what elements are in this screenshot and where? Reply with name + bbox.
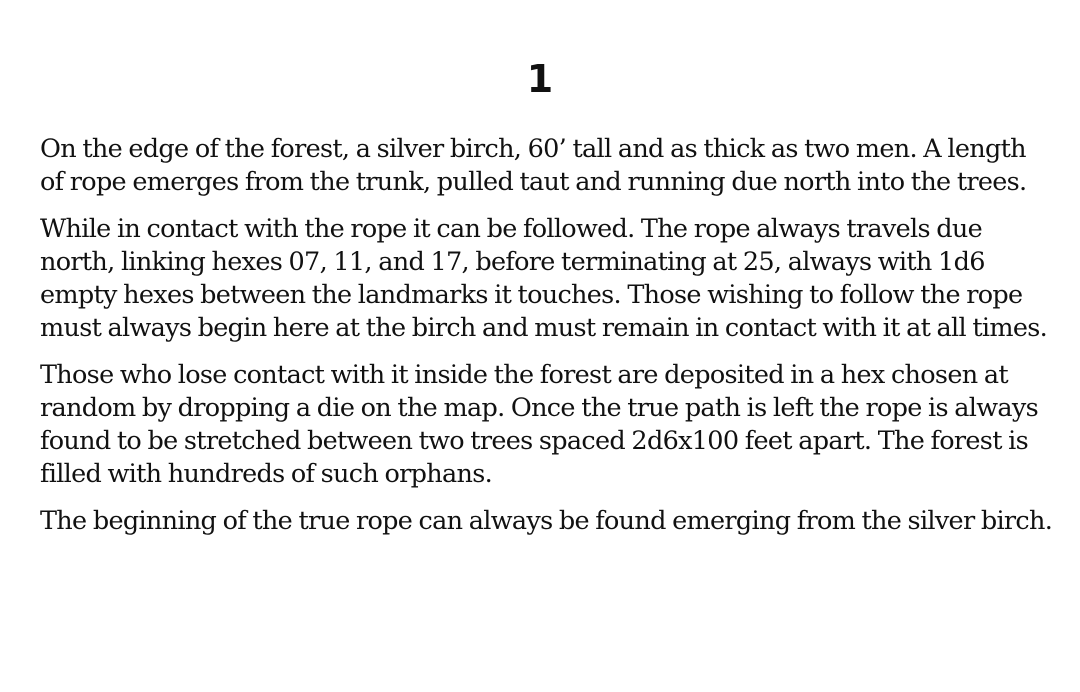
paragraph-true-rope: The beginning of the true rope can always be found emerging from the silver birch. — [40, 506, 1053, 536]
entry-number-heading: 1 — [526, 57, 554, 101]
paragraph-following-rope: While in contact with the rope it can be followed. The rope always travels due north, linking hexes 07, 11, and 17, before terminating at 25, always with 1d6 empty hexes between the landmarks it touches. Those wishing to follow the rope must always begin here at the birch and must remain in contact with it at all times. — [40, 214, 1048, 343]
entry-body — [40, 133, 1055, 552]
paragraph-forest-edge: On the edge of the forest, a silver birch, 60’ tall and as thick as two men. A length of rope emerges from the trunk, pulled taut and running due north into the trees. — [40, 134, 1027, 197]
paragraph-losing-contact: Those who lose contact with it inside the forest are deposited in a hex chosen at random by dropping a die on the map. Once the true path is left the rope is always found to be stretched between two trees spaced 2d6x100 feet apart. The forest is filled with hundreds of such orphans. — [40, 360, 1038, 489]
